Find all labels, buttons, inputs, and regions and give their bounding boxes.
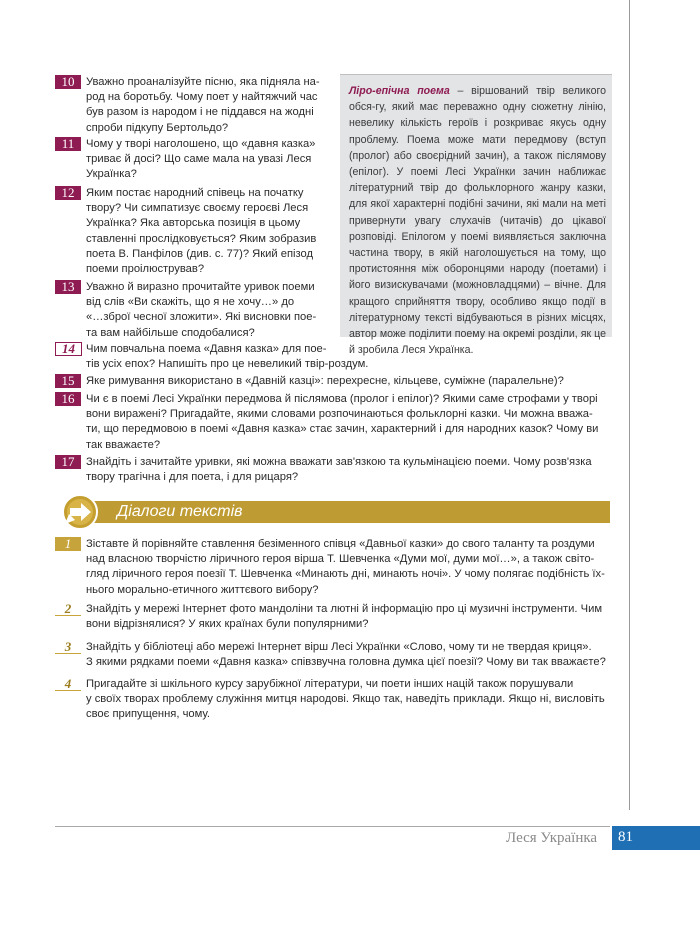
definition-paragraph bbox=[349, 83, 606, 358]
question-text: Знайдіть і зачитайте уривки, які можна вважати зав'язкою та кульмінацією поеми. Чому розв'язка твору трагічна і для поета, і для рицаря? bbox=[86, 456, 592, 484]
section-title: Діалоги текстів bbox=[117, 503, 243, 520]
task-number: 3 bbox=[55, 640, 81, 654]
task-text: Пригадайте зі шкільного курсу зарубіжної літератури, чи поети інших націй також порушували у своїх творах проблему служіння митця народові. Якщо так, наведіть приклади. Якщо ні, висловіть своє припущення, чому. bbox=[86, 678, 605, 721]
question-text: Яким постає народний співець на початку твору? Чи симпатизує своєму героєві Леся Українка? Яка авторська позиція в цьому ставленні прослідковується? Яким зобразив поета В. Панфілов (див. с. 77)? Який епізод поеми проілюстрував? bbox=[86, 187, 317, 276]
margin-rule bbox=[629, 0, 630, 810]
question-text: Чим повчальна поема «Давня казка» для пое- тів усіх епох? Напишіть про це невеликий твір-роздум. bbox=[86, 343, 369, 371]
question-text: Уважно й виразно прочитайте уривок поеми від слів «Ви скажіть, що я не хочу…» до «…зброї чесної зложити». Які висновки пое- та вам найбільше сподобалися? bbox=[86, 281, 317, 339]
page-number: 81 bbox=[618, 829, 633, 845]
question-text: Яке римування використано в «Давній казці»: перехресне, кільцеве, суміжне (паралельне)? bbox=[86, 375, 564, 387]
question-number: 14 bbox=[55, 342, 82, 356]
question-number: 15 bbox=[55, 374, 81, 388]
page-number-box bbox=[612, 826, 700, 850]
task-text: Знайдіть у бібліотеці або мережі Інтернет вірш Лесі Українки «Слово, чому ти не твердая криця». З якими рядками поеми «Давня казка» співзвучна головна думка цієї поезії? Чому ви так вважаєте? bbox=[86, 641, 606, 669]
definition-term: Ліро-епічна поема bbox=[349, 85, 450, 97]
question-number: 10 bbox=[55, 75, 81, 89]
question-number: 12 bbox=[55, 186, 81, 200]
question-text: Уважно проаналізуйте пісню, яка підняла на- род на боротьбу. Чому поет у найтяжчий час був разом із народом і не піддався на жодні спроби підкупу Бертольдо? bbox=[86, 76, 320, 134]
footer-rule bbox=[55, 826, 610, 827]
definition-box bbox=[340, 74, 612, 357]
task-text: Знайдіть у мережі Інтернет фото мандоліни та лютні й інформацію про ці музичні інструменти. Чим вони відрізнялися? У яких країнах були популярними? bbox=[86, 603, 603, 631]
section-banner bbox=[67, 501, 610, 523]
task-number: 4 bbox=[55, 677, 81, 691]
task-text: Зіставте й порівняйте ставлення безіменного співця «Давньої казки» до свого таланту та роздуми над власною творчістю ліричного героя вірша Т. Шевченка «Думи мої, думи мої…», а також світо- гляд ліричного героя поезії Т. Шевченка «Минають дні, минають ночі». У чому полягає подібність їх- нього морально-етичного життєвого вибору? bbox=[86, 538, 605, 596]
task-number: 2 bbox=[55, 602, 81, 616]
question-number: 11 bbox=[55, 137, 81, 151]
definition-text: – віршований твір великого обся-гу, який має переважно одну сюжетну лінію, невелику кількість героїв і розкриває якусь одну проблему. Поема може мати передмову (вступ (пролог) або своєрідний зачин), а також післямову (епілог). У поемі Лесі Українки зачин наближає літературний твір до фольклорного жанру казки, для якої характерні подібні зачини, які мали на меті привернути увагу слухачів (читачів) до цікавої розповіді. Епілогом у поемі виявляється заключна частина твору, в якій наголошується на тому, що протистояння між оборонцями народу (поетами) і його визискувачами (можновладцями) – вічне. Для кращого сприйняття твору, особливо якщо події в літературному тексті відбуваються в різних місцях, автор може поділити поему на окремі розділи, як це й зробила Леся Українка. bbox=[349, 85, 606, 357]
footer-author: Леся Українка bbox=[506, 830, 598, 846]
question-number: 16 bbox=[55, 392, 81, 406]
question-text: Чи є в поемі Лесі Українки передмова й післямова (пролог і епілог)? Якими саме строфами у творі вони виражені? Пригадайте, якими словами розпочинаються фольклорні казки. Чи можна вважа- ти, що передмовою в поемі «Давня казка» стає зачин, характерний і для народних казок? Чому ви так вважаєте? bbox=[86, 393, 599, 451]
question-text: Чому у творі наголошено, що «давня казка» триває й досі? Що саме мала на увазі Леся Українка? bbox=[86, 138, 316, 181]
task-number: 1 bbox=[55, 537, 81, 551]
dialogue-arrow-icon bbox=[61, 494, 99, 530]
question-number: 17 bbox=[55, 455, 81, 469]
question-number: 13 bbox=[55, 280, 81, 294]
